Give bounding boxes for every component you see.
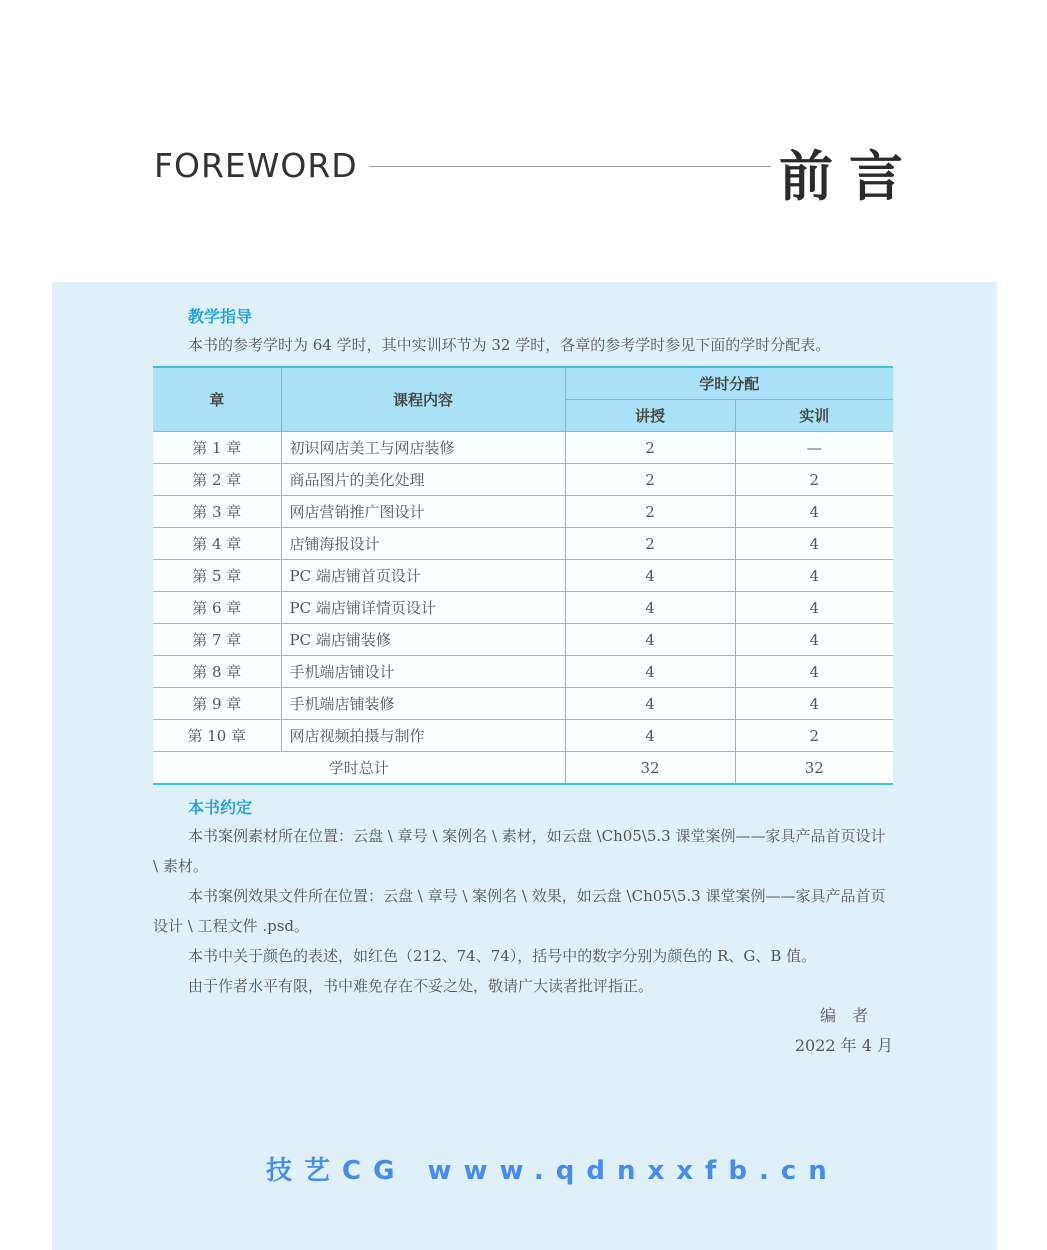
content-cell: 手机端店铺设计 <box>281 656 565 688</box>
content-cell: 商品图片的美化处理 <box>281 464 565 496</box>
guide-title: 教学指导 <box>188 307 253 326</box>
table-row <box>153 528 893 560</box>
practice-cell: 4 <box>735 624 893 656</box>
conventions-p1 <box>153 821 893 881</box>
col-chapter: 章 <box>153 367 281 432</box>
author: 编 者 <box>819 1006 868 1025</box>
content-cell: PC 端店铺装修 <box>281 624 565 656</box>
conventions-p2-cont: 具产品首页设计 \ 工程文件 .psd。 <box>153 887 886 935</box>
practice-cell: 4 <box>735 656 893 688</box>
lecture-cell: 4 <box>565 624 735 656</box>
practice-cell: 4 <box>735 560 893 592</box>
col-practice: 实训 <box>735 400 893 432</box>
lecture-cell: 2 <box>565 496 735 528</box>
total-practice: 32 <box>735 752 893 785</box>
practice-cell: 2 <box>735 720 893 752</box>
col-hours: 学时分配 <box>565 367 893 400</box>
conventions-p1-cont: 品首页设计 \ 素材。 <box>153 827 886 875</box>
total-lecture: 32 <box>565 752 735 785</box>
conventions-title: 本书约定 <box>188 798 253 817</box>
practice-cell: 4 <box>735 496 893 528</box>
content-cell: 店铺海报设计 <box>281 528 565 560</box>
chapter-cell: 第 10 章 <box>153 720 281 752</box>
heading-divider <box>369 166 771 167</box>
chapter-cell: 第 6 章 <box>153 592 281 624</box>
lecture-cell: 4 <box>565 592 735 624</box>
table-row <box>153 432 893 464</box>
conventions-p4: 由于作者水平有限，书中难免存在不妥之处，敬请广大读者批评指正。 <box>188 977 654 995</box>
table-row <box>153 624 893 656</box>
chapter-cell: 第 9 章 <box>153 688 281 720</box>
table-row <box>153 592 893 624</box>
chapter-cell: 第 1 章 <box>153 432 281 464</box>
chapter-cell: 第 5 章 <box>153 560 281 592</box>
lecture-cell: 4 <box>565 720 735 752</box>
content-cell: PC 端店铺详情页设计 <box>281 592 565 624</box>
table-row <box>153 720 893 752</box>
table-row <box>153 496 893 528</box>
practice-cell: 4 <box>735 528 893 560</box>
col-lecture: 讲授 <box>565 400 735 432</box>
table-row <box>153 560 893 592</box>
conventions-p2-start: 本书案例效果文件所在位置：云盘 \ 章号 \ 案例名 \ 效果，如云盘 \Ch05\5.3 课堂案例——家 <box>188 887 811 905</box>
watermark: 技艺CG www.qdnxxfb.cn <box>266 1156 839 1186</box>
lecture-cell: 4 <box>565 560 735 592</box>
content-cell: 初识网店美工与网店装修 <box>281 432 565 464</box>
chapter-cell: 第 2 章 <box>153 464 281 496</box>
lecture-cell: 2 <box>565 464 735 496</box>
date: 2022 年 4 月 <box>794 1036 893 1055</box>
content-cell: PC 端店铺首页设计 <box>281 560 565 592</box>
lecture-cell: 4 <box>565 656 735 688</box>
lecture-cell: 2 <box>565 528 735 560</box>
content-cell: 手机端店铺装修 <box>281 688 565 720</box>
content-cell: 网店视频拍摄与制作 <box>281 720 565 752</box>
lecture-cell: 2 <box>565 432 735 464</box>
practice-cell: 4 <box>735 592 893 624</box>
lecture-cell: 4 <box>565 688 735 720</box>
col-content: 课程内容 <box>281 367 565 432</box>
hours-table <box>153 366 893 785</box>
chapter-cell: 第 4 章 <box>153 528 281 560</box>
practice-cell: — <box>735 432 893 464</box>
table-total-row <box>153 752 893 785</box>
content-cell: 网店营销推广图设计 <box>281 496 565 528</box>
foreword-heading: FOREWORD <box>154 146 358 185</box>
conventions-p3: 本书中关于颜色的表述，如红色（212、74、74），括号中的数字分别为颜色的 R、G、B 值。 <box>188 947 817 965</box>
chapter-cell: 第 3 章 <box>153 496 281 528</box>
chapter-cell: 第 8 章 <box>153 656 281 688</box>
guide-text: 本书的参考学时为 64 学时，其中实训环节为 32 学时，各章的参考学时参见下面的学时分配表。 <box>188 336 831 354</box>
table-row <box>153 688 893 720</box>
conventions-p2 <box>153 881 893 941</box>
total-label: 学时总计 <box>153 752 565 785</box>
conventions-p1-start: 本书案例素材所在位置：云盘 \ 章号 \ 案例名 \ 素材，如云盘 \Ch05\5.3 课堂案例——家具产 <box>188 827 811 845</box>
table-row <box>153 464 893 496</box>
content-flow <box>153 304 893 1061</box>
practice-cell: 4 <box>735 688 893 720</box>
practice-cell: 2 <box>735 464 893 496</box>
foreword-heading-cn: 前言 <box>779 145 919 208</box>
table-row <box>153 656 893 688</box>
chapter-cell: 第 7 章 <box>153 624 281 656</box>
